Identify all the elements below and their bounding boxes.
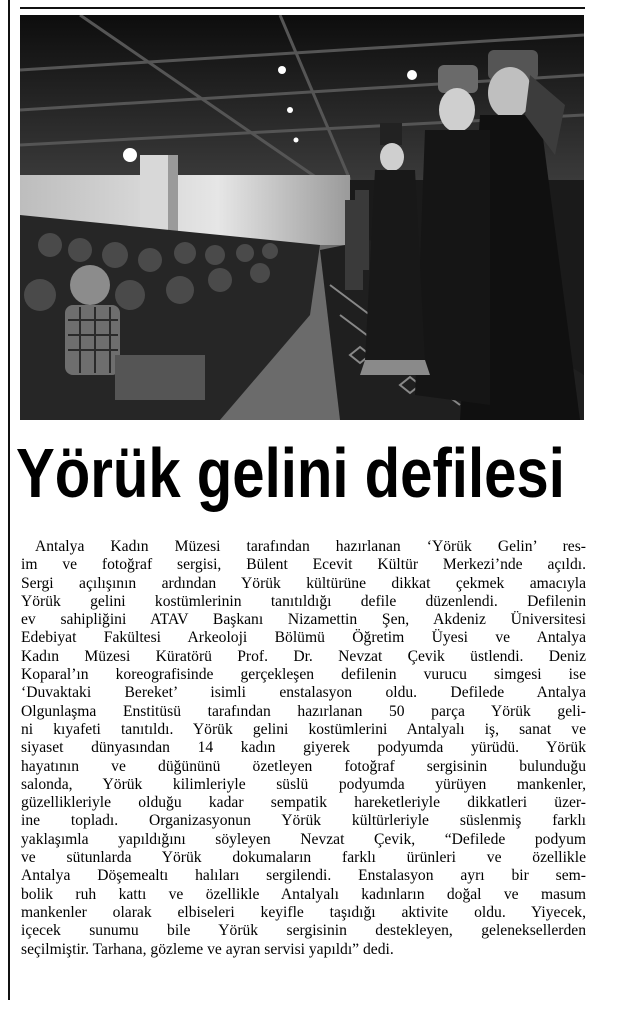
body-line: Sergi açılışının ardından Yörük kültürüne dikkat çekmek amacıyla	[21, 574, 586, 592]
body-line: Kadın Müzesi Küratörü Prof. Dr. Nevzat Çevik üstlendi. Deniz	[21, 647, 586, 665]
body-line: salonda, Yörük kilimleriyle süslü podyumda yürüyen mankenler,	[21, 775, 586, 793]
body-line: siyaset dünyasından 14 kadın giyerek podyumda yürüdü. Yörük	[21, 739, 586, 757]
body-line: ine topladı. Organizasyonun Yörük kültürleriyle süslenmiş farklı	[21, 812, 586, 830]
body-line: hayatının ve düğününü özetleyen fotoğraf sergisinin bulunduğu	[21, 757, 586, 775]
body-line: seçilmiştir. Tarhana, gözleme ve ayran servisi yapıldı” dedi.	[21, 940, 394, 958]
body-line: Antalya Kadın Müzesi tarafından hazırlanan ‘Yörük Gelin’ res-	[35, 538, 586, 555]
headline: Yörük gelini defilesi	[16, 434, 565, 512]
body-line: içecek sunumu bile Yörük sergisinin destekleyen, geleneksellerden	[21, 922, 586, 940]
fashion-show-photo	[20, 15, 584, 420]
body-line: mankenler olarak elbiseleri keyifle taşıdığı aktivite oldu. Yiyecek,	[21, 903, 586, 921]
body-line: Antalya Döşemealtı halıları sergilendi. Enstalasyon ayrı bir sem-	[21, 867, 586, 885]
body-line: ve sütunlarda Yörük dokumaların farklı ürünleri ve özellikle	[21, 849, 586, 867]
body-line: Olgunlaşma Enstitüsü tarafından hazırlanan 50 parça Yörük geli-	[21, 702, 586, 720]
body-line: ev sahipliğini ATAV Başkanı Nizamettin Şen, Akdeniz Üniversitesi	[21, 611, 586, 629]
body-line: im ve fotoğraf sergisi, Bülent Ecevit Kültür Merkezi’nde açıldı.	[21, 556, 586, 574]
body-line: güzellikleriyle olduğu kadar sempatik hareketleriyle dikkatleri üzer-	[21, 794, 586, 812]
body-line: Yörük gelini kostümlerinin tanıtıldığı defile düzenlendi. Defilenin	[21, 592, 586, 610]
body-line: yaklaşımla yapıldığını söyleyen Nevzat Çevik, “Defilede podyum	[21, 830, 586, 848]
body-line: bolik ruh kattı ve özellikle Antalyalı kadınların doğal ve masum	[21, 885, 586, 903]
article-photo	[20, 15, 584, 420]
body-line: ni kıyafeti tanıtıldı. Yörük gelini kostümlerini Antalyalı iş, sanat ve	[21, 720, 586, 738]
column-rule	[8, 0, 10, 1000]
body-line: Edebiyat Fakültesi Arkeoloji Bölümü Öğretim Üyesi ve Antalya	[21, 629, 586, 647]
top-rule	[20, 7, 585, 9]
body-line: Koparal’ın koreografisinde gerçekleşen defilenin vurucu simgesi ise	[21, 666, 586, 684]
article-body	[21, 538, 586, 959]
body-line: ‘Duvaktaki Bereket’ isimli enstalasyon oldu. Defilede Antalya	[21, 684, 586, 702]
